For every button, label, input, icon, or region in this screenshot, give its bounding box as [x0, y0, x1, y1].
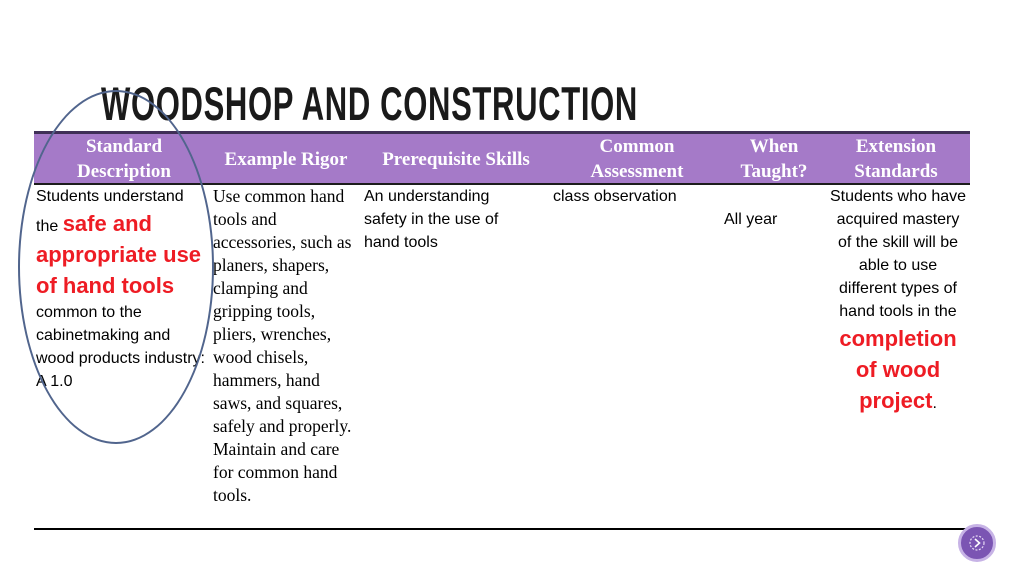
- table-bottom-border: [34, 528, 970, 530]
- next-slide-button[interactable]: [958, 524, 996, 562]
- cell-prerequisite-skills: An understanding safety in the use of hand tools: [364, 188, 499, 251]
- extension-highlight-block: [828, 323, 968, 416]
- cell-extension-standards: [828, 185, 968, 416]
- cell-common-assessment: class observation: [553, 188, 677, 205]
- table-header: [34, 131, 970, 185]
- slide-title: WOODSHOP AND CONSTRUCTION: [101, 77, 638, 130]
- cell-when-taught: All year: [724, 211, 778, 228]
- standard-text-intro: Students understand: [36, 188, 184, 205]
- header-when-taught: When Taught?: [740, 136, 808, 182]
- cell-example-rigor: Use common hand tools and accessories, such as planers, shapers, clamping and gripping tools, pliers, wrenches, wood chisels, hammers, hand saws, and squares, safely and properly. Maintain and care for common hand tools.: [213, 186, 352, 505]
- standard-highlight: safe and appropriate use of hand tools: [36, 211, 202, 298]
- extension-highlight: completion of wood project: [839, 326, 957, 413]
- standard-text-the: the: [36, 218, 63, 235]
- extension-text: Students who have acquired mastery of the skill will be able to use different types of hand tools in the: [829, 188, 967, 320]
- header-common-assessment: Common Assessment: [590, 136, 684, 182]
- header-extension-standards: Extension Standards: [854, 136, 938, 182]
- header-prerequisite-skills: Prerequisite Skills: [382, 148, 530, 170]
- header-standard-description: Standard Description: [77, 136, 171, 182]
- header-example-rigor: Example Rigor: [224, 148, 348, 170]
- cell-standard-description: [36, 185, 208, 393]
- standard-text-outro: common to the cabinetmaking and wood products industry: A 1.0: [36, 304, 205, 390]
- extension-period: .: [932, 395, 937, 412]
- standard-highlight-block: [36, 208, 208, 301]
- nav-arrow-icon: [967, 533, 987, 553]
